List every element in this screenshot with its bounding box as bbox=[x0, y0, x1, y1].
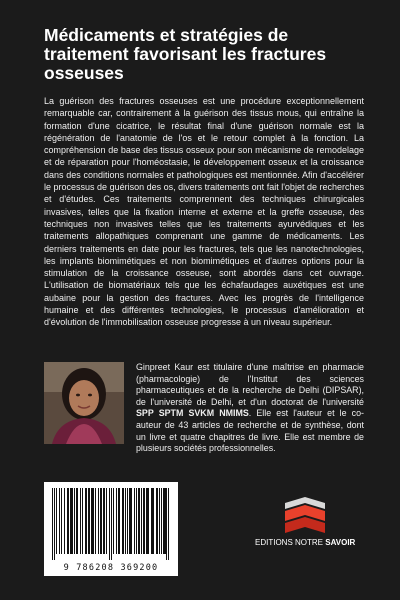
publisher-name bbox=[255, 538, 355, 547]
author-bio-text-1: Ginpreet Kaur est titulaire d'une maîtrise en pharmacie (pharmacologie) de l'Institut des sciences pharmaceutiques et de la recherche de Delhi (DIPSAR), de l'université de Delhi, et d'un doctorat de l'université bbox=[136, 362, 364, 407]
barcode-bars bbox=[44, 482, 178, 562]
isbn-barcode bbox=[44, 482, 178, 576]
publisher-logo bbox=[255, 495, 355, 555]
author-university: SPP SPTM SVKM NMIMS bbox=[136, 408, 249, 419]
publisher-name-bold: SAVOIR bbox=[325, 538, 356, 547]
back-cover-summary: La guérison des fractures osseuses est une procédure exceptionnellement remarquable car, contrairement à la guérison des tissus mous, qui entraîne la formation d'une cicatrice, le résultat final d'une guérison normale est la régénération de l'anatomie de l'os et le retour complet à la fonction. La compréhension de base des tissus osseux pour son mécanisme de remodelage et de réparation pour l'homéostasie, le développement osseux et la croissance dans des conditions normales et pathologiques est mentionnée. Afin d'accélérer le processus de guérison des os, divers traitements ont fait l'objet de recherches et d'études. Ces traitements comprennent des techniques chirurgicales invasives, telles que la fixation interne et externe et la greffe osseuse, des techniques non invasives telles que les traitements ayurvédiques et les traitements allopathiques comprenant une gamme de médicaments. Les derniers traitements en date pour les fractures, tels que les nanotechnologies, les implants biomimétiques et non biomimétiques et d'autres options pour la stimulation de la croissance osseuse, sont abordés dans cet ouvrage. L'utilisation de biomatériaux tels que les échafaudages auxétiques est une aubaine pour la gestion des fractures. Avec les progrès de l'intelligence humaine et des différentes technologies, le processus d'amélioration et d'évolution de l'immobilisation osseuse progresse à un niveau supérieur. bbox=[44, 96, 364, 328]
isbn-digits: 9 786208 369200 bbox=[63, 563, 159, 573]
author-bio bbox=[136, 362, 364, 455]
author-bio-text-2: . Elle est l'auteur et le co-auteur de 43 articles de recherche et de synthèse, dont un livre et quatre chapitres de livre. Elle est membre de plusieurs sociétés professionnelles. bbox=[136, 408, 364, 454]
publisher-book-icon bbox=[255, 495, 355, 537]
publisher-name-regular: EDITIONS NOTRE bbox=[255, 538, 326, 547]
author-photo bbox=[44, 362, 124, 444]
book-title: Médicaments et stratégies de traitement favorisant les fractures osseuses bbox=[44, 25, 327, 83]
author-portrait-image bbox=[44, 362, 124, 444]
